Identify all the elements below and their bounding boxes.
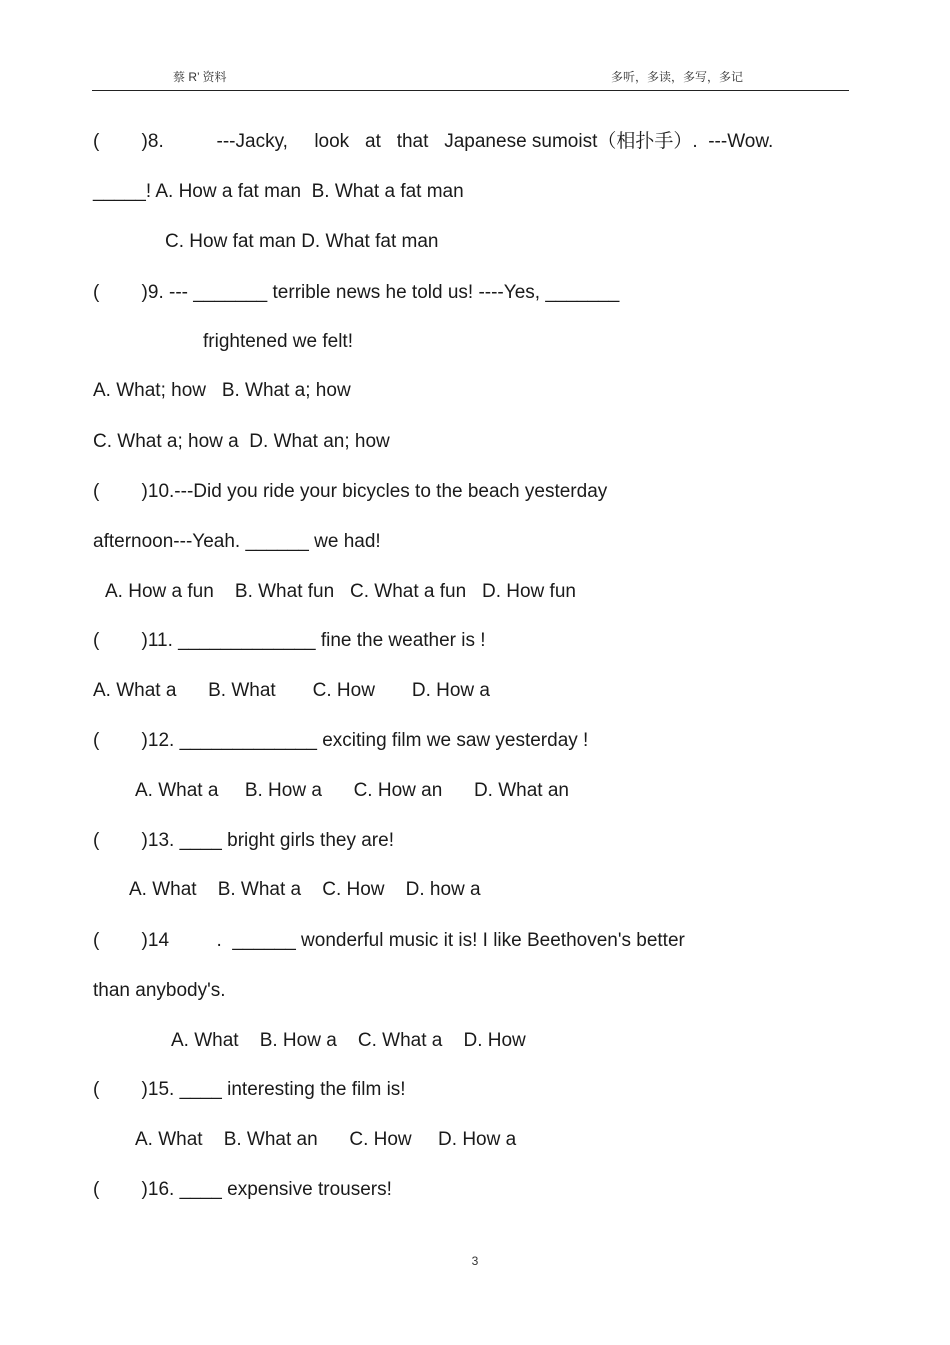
question-9-stem: ( )9. --- _______ terrible news he told us! ----Yes, _______	[93, 282, 620, 303]
question-9-stem-cont: frightened we felt!	[203, 331, 353, 352]
question-10-stem-cont: afternoon---Yeah. ______ we had!	[93, 531, 381, 552]
page-number: 3	[471, 1254, 479, 1268]
question-12-stem: ( )12. _____________ exciting film we saw yesterday !	[93, 730, 589, 751]
header-rule	[92, 90, 849, 91]
question-11-stem: ( )11. _____________ fine the weather is !	[93, 630, 486, 651]
question-13-stem: ( )13. ____ bright girls they are!	[93, 830, 394, 851]
header-left-text: 蔡 R’ 资料	[173, 70, 227, 84]
question-14-options: A. What B. How a C. What a D. How	[171, 1030, 526, 1051]
question-16-stem: ( )16. ____ expensive trousers!	[93, 1179, 392, 1200]
question-14-stem: ( )14 . ______ wonderful music it is! I like Beethoven's better	[93, 930, 685, 951]
question-12-options: A. What a B. How a C. How an D. What an	[135, 780, 569, 801]
question-15-stem: ( )15. ____ interesting the film is!	[93, 1079, 406, 1100]
question-10-options: A. How a fun B. What fun C. What a fun D. How fun	[105, 581, 576, 602]
question-14-stem-cont: than anybody's.	[93, 980, 226, 1001]
header-right-text: 多听，多读，多写，多记	[611, 70, 744, 84]
question-10-stem: ( )10.---Did you ride your bicycles to the beach yesterday	[93, 481, 608, 502]
question-13-options: A. What B. What a C. How D. how a	[129, 879, 481, 900]
question-8-stem: ( )8. ---Jacky, look at that Japanese sumoist（相扑手）. ---Wow.	[93, 131, 774, 152]
question-9-options-cd: C. What a; how a D. What an; how	[93, 431, 390, 452]
question-9-options-ab: A. What; how B. What a; how	[93, 380, 351, 401]
question-15-options: A. What B. What an C. How D. How a	[135, 1129, 517, 1150]
question-8-options-ab: _____! A. How a fat man B. What a fat man	[93, 181, 464, 202]
question-11-options: A. What a B. What C. How D. How a	[93, 680, 490, 701]
question-8-options-cd: C. How fat man D. What fat man	[165, 231, 439, 252]
